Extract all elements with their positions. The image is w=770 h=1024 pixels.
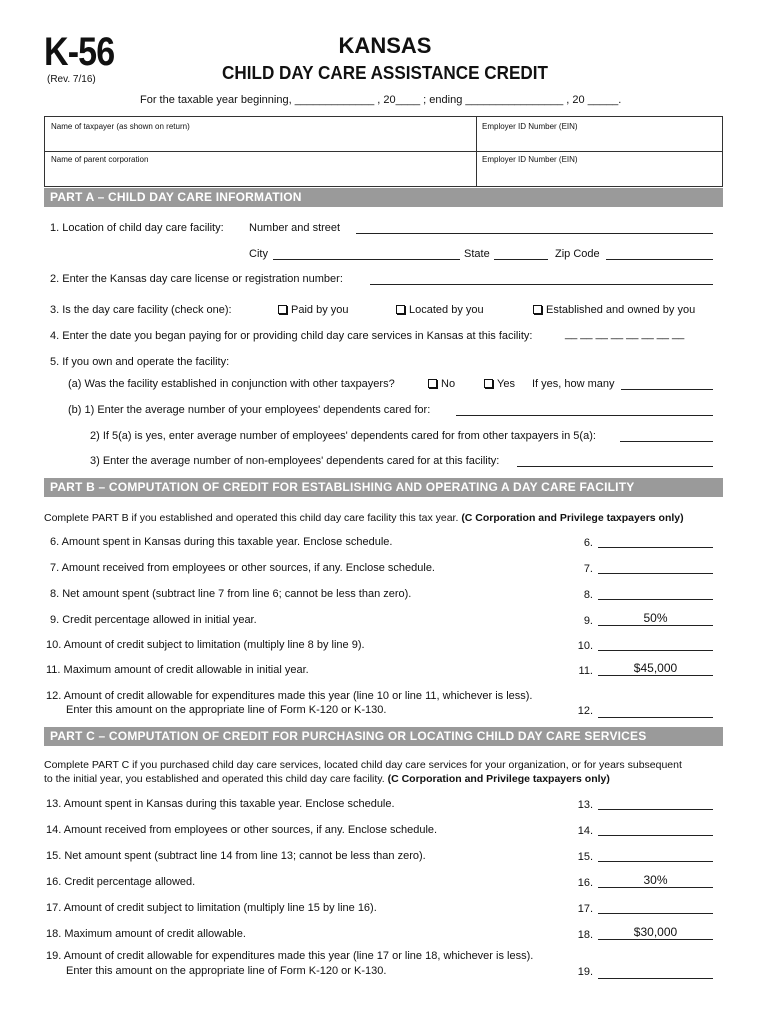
start-date-field[interactable]: __ __ __ __ __ __ __ __ [565, 328, 685, 340]
state-name: KANSAS [338, 33, 432, 58]
how-many-label: If yes, how many [532, 378, 615, 390]
city-field[interactable] [273, 249, 460, 260]
5a-no-label: No [441, 378, 456, 390]
located-by-you-label: Located by you [409, 304, 484, 316]
established-owned-label: Established and owned by you [546, 304, 696, 316]
line-number: 6. [583, 537, 593, 549]
line-1-label: 1. Location of child day care facility: [50, 222, 224, 234]
line-label: 6. Amount spent in Kansas during this taxable year. Enclose schedule. [50, 536, 393, 548]
line-amount-field[interactable] [598, 822, 713, 836]
line-number: 10. [577, 640, 593, 652]
part-c-heading: PART C – COMPUTATION OF CREDIT FOR PURCHASING OR LOCATING CHILD DAY CARE SERVICES [44, 727, 723, 746]
form-title: CHILD DAY CARE ASSISTANCE CREDIT [222, 63, 548, 83]
taxpayer-id-box [44, 116, 723, 187]
line-number: 16. [577, 877, 593, 889]
line-label: 7. Amount received from employees or other sources, if any. Enclose schedule. [50, 562, 435, 574]
line-label: 16. Credit percentage allowed. [46, 876, 196, 888]
paid-by-you-label: Paid by you [291, 304, 349, 316]
line-label: 18. Maximum amount of credit allowable. [46, 928, 246, 940]
5a-no-checkbox[interactable] [428, 379, 437, 388]
line-19-number: 19. [577, 966, 593, 978]
line-1-state-label: State [464, 248, 490, 260]
line-19-label: 19. Amount of credit allowable for expenditures made this year (line 17 or line 18, whichever is less). [46, 950, 534, 962]
line-5-label: 5. If you own and operate the facility: [50, 356, 230, 368]
revision-date: (Rev. 7/16) [47, 74, 96, 85]
line-5a-label: (a) Was the facility established in conjunction with other taxpayers? [68, 378, 395, 390]
line-3-label: 3. Is the day care facility (check one): [50, 304, 232, 316]
line-amount-field[interactable] [598, 534, 713, 548]
zip-field[interactable] [606, 249, 713, 260]
line-number: 18. [577, 929, 593, 941]
line-amount-field[interactable] [598, 900, 713, 914]
line-number: 14. [577, 825, 593, 837]
line-amount-field[interactable]: 30% [598, 874, 713, 888]
part-c-intro: Complete PART C if you purchased child day care services, located child day care services for your organization, or for years subsequent to the initial year, you established and operated this child day care facility. (C Corporation and Privilege taxpayers only) [44, 759, 682, 785]
line-5b3-label: 3) Enter the average number of non-employees' dependents cared for at this facility: [90, 455, 500, 467]
located-by-you-checkbox[interactable] [396, 305, 405, 314]
paid-by-you-checkbox[interactable] [278, 305, 287, 314]
line-1-city-label: City [249, 248, 268, 260]
street-field[interactable] [356, 223, 713, 234]
parent-corp-name-field[interactable]: Name of parent corporation [51, 155, 149, 164]
line-number: 8. [583, 589, 593, 601]
line-amount-field[interactable] [598, 848, 713, 862]
line-label: 13. Amount spent in Kansas during this taxable year. Enclose schedule. [46, 798, 395, 810]
line-12-label: 12. Amount of credit allowable for expenditures made this year (line 10 or line 11, whichever is less). [46, 690, 533, 702]
5a-yes-label: Yes [497, 378, 515, 390]
tax-year-line: For the taxable year beginning, _____________ , 20____ ; ending ________________ , 20 _____. [140, 94, 622, 106]
line-12-amount-field[interactable] [598, 704, 713, 718]
5a-yes-checkbox[interactable] [484, 379, 493, 388]
line-number: 13. [577, 799, 593, 811]
line-5b1-label: (b) 1) Enter the average number of your employees' dependents cared for: [68, 404, 431, 416]
line-amount-field[interactable] [598, 560, 713, 574]
taxpayer-name-field[interactable]: Name of taxpayer (as shown on return) [51, 122, 190, 131]
5b3-field[interactable] [517, 456, 713, 467]
state-field[interactable] [494, 249, 548, 260]
how-many-field[interactable] [621, 379, 713, 390]
line-label: 10. Amount of credit subject to limitation (multiply line 8 by line 9). [46, 639, 365, 651]
part-b-intro: Complete PART B if you established and operated this child day care facility this tax year. (C Corporation and Privilege taxpayers only) [44, 512, 684, 524]
line-number: 11. [578, 665, 593, 677]
line-amount-field[interactable] [598, 586, 713, 600]
line-label: 11. Maximum amount of credit allowable in initial year. [46, 664, 309, 676]
line-19-label-2: Enter this amount on the appropriate line of Form K-120 or K-130. [66, 965, 387, 977]
established-owned-checkbox[interactable] [533, 305, 542, 314]
line-5b2-label: 2) If 5(a) is yes, enter average number of employees' dependents cared for from other taxpayers in 5(a): [90, 430, 596, 442]
parent-corp-ein-field[interactable]: Employer ID Number (EIN) [482, 155, 578, 164]
5b1-field[interactable] [456, 405, 713, 416]
taxpayer-ein-field[interactable]: Employer ID Number (EIN) [482, 122, 578, 131]
line-label: 8. Net amount spent (subtract line 7 from line 6; cannot be less than zero). [50, 588, 412, 600]
line-19-amount-field[interactable] [598, 965, 713, 979]
line-1-street-label: Number and street [249, 222, 341, 234]
line-label: 15. Net amount spent (subtract line 14 from line 13; cannot be less than zero). [46, 850, 426, 862]
line-number: 15. [577, 851, 593, 863]
line-number: 17. [577, 903, 593, 915]
line-amount-field[interactable] [598, 637, 713, 651]
line-1-zip-label: Zip Code [555, 248, 600, 260]
line-2-label: 2. Enter the Kansas day care license or registration number: [50, 273, 343, 285]
line-amount-field[interactable] [598, 796, 713, 810]
line-amount-field[interactable]: 50% [598, 612, 713, 626]
line-label: 14. Amount received from employees or other sources, if any. Enclose schedule. [46, 824, 438, 836]
line-amount-field[interactable]: $45,000 [598, 662, 713, 676]
line-number: 9. [583, 615, 593, 627]
line-4-label: 4. Enter the date you began paying for or providing child day care services in Kansas at this facility: [50, 330, 533, 342]
part-a-heading: PART A – CHILD DAY CARE INFORMATION [44, 188, 723, 207]
line-label: 9. Credit percentage allowed in initial year. [50, 614, 257, 626]
5b2-field[interactable] [620, 431, 713, 442]
line-12-label-2: Enter this amount on the appropriate line of Form K-120 or K-130. [66, 704, 387, 716]
line-amount-field[interactable]: $30,000 [598, 926, 713, 940]
line-12-number: 12. [577, 705, 593, 717]
line-number: 7. [583, 563, 593, 575]
line-label: 17. Amount of credit subject to limitation (multiply line 15 by line 16). [46, 902, 377, 914]
part-b-heading: PART B – COMPUTATION OF CREDIT FOR ESTABLISHING AND OPERATING A DAY CARE FACILITY [44, 478, 723, 497]
form-number: K-56 [44, 30, 115, 74]
license-number-field[interactable] [370, 274, 713, 285]
